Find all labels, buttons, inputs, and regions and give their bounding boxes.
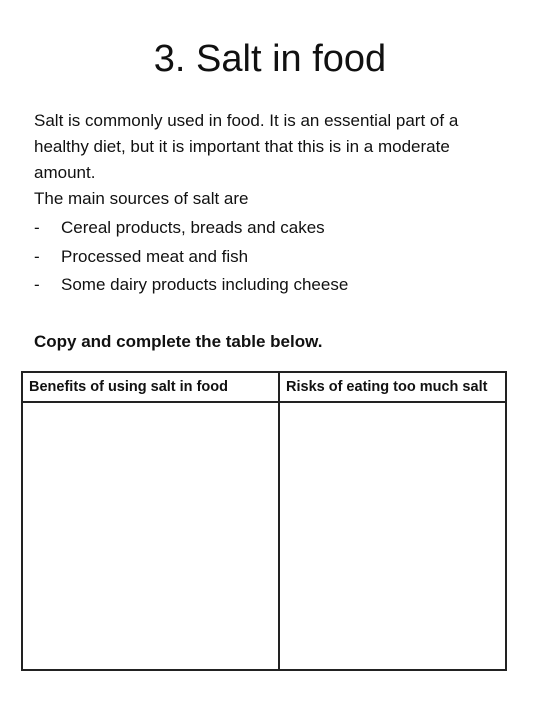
intro-paragraph: Salt is commonly used in food. It is an essential part of a healthy diet, but it is important that this is in a moderate amount.: [34, 111, 459, 182]
list-item-text: Cereal products, breads and cakes: [61, 218, 325, 237]
risks-answer-cell[interactable]: [279, 402, 506, 670]
benefits-answer-cell[interactable]: [22, 402, 279, 670]
bullet-dash: -: [34, 275, 40, 294]
table-header-row: [22, 372, 506, 402]
list-item-text: Processed meat and fish: [61, 246, 249, 266]
sources-list: [34, 214, 514, 300]
bullet-dash: -: [34, 246, 40, 266]
benefits-column-header: Benefits of using salt in food: [22, 372, 279, 402]
list-item: [34, 243, 514, 272]
risks-column-header: Risks of eating too much salt: [279, 372, 506, 402]
table-row: [22, 402, 506, 670]
instruction-text: Copy and complete the table below.: [34, 332, 323, 351]
answer-table: [21, 371, 507, 671]
sources-intro: The main sources of salt are: [34, 189, 249, 208]
body-text: [34, 108, 514, 300]
list-item: [34, 214, 514, 243]
list-item-text: Some dairy products including cheese: [61, 275, 349, 294]
page-title: 3. Salt in food: [153, 38, 387, 80]
bullet-dash: -: [34, 218, 40, 237]
list-item: [34, 271, 514, 300]
